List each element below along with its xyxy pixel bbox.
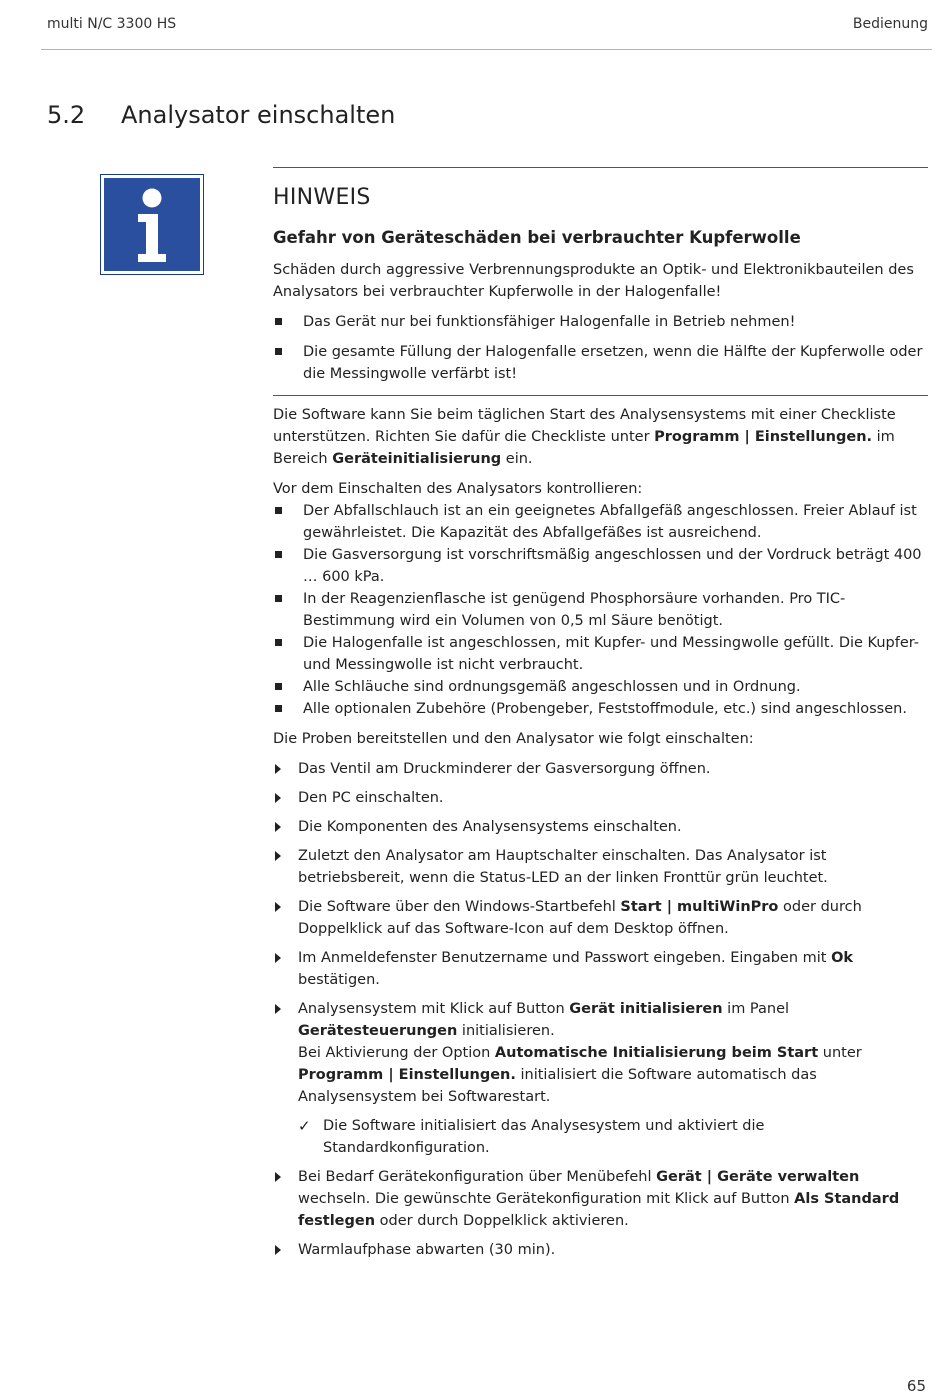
- list-item: Die Komponenten des Analysensystems einschalten.: [273, 816, 926, 838]
- notice-subtitle: Gefahr von Geräteschäden bei verbrauchter Kupferwolle: [273, 228, 801, 247]
- page-number: 65: [906, 1377, 926, 1395]
- list-item: Bei Bedarf Gerätekonfiguration über Menübefehl Gerät | Geräte verwalten wechseln. Die gewünschte Gerätekonfiguration mit Klick auf Button Als Standard festlegen oder durch Doppelklick aktivieren.: [273, 1166, 926, 1232]
- list-item: Den PC einschalten.: [273, 787, 926, 809]
- list-item: In der Reagenzienflasche ist genügend Phosphorsäure vorhanden. Pro TIC-Bestimmung wird ein Volumen von 0,5 ml Säure benötigt.: [273, 588, 926, 632]
- header-product: multi N/C 3300 HS: [47, 16, 177, 32]
- notice-title: HINWEIS: [273, 185, 371, 210]
- header-chapter: Bedienung: [852, 16, 928, 32]
- list-item: Alle optionalen Zubehöre (Probengeber, Feststoffmodule, etc.) sind angeschlossen.: [273, 698, 926, 720]
- steps-list: [273, 758, 926, 1261]
- step-arrow-icon: [275, 851, 281, 861]
- step-arrow-icon: [275, 793, 281, 803]
- bullet-square-icon: [275, 318, 282, 325]
- notice-body: [273, 259, 926, 385]
- notice-bottom-rule: [273, 395, 928, 396]
- bullet-square-icon: [275, 683, 282, 690]
- checks-lead: Vor dem Einschalten des Analysators kontrollieren:: [273, 481, 643, 497]
- bullet-square-icon: [275, 507, 282, 514]
- list-item: Zuletzt den Analysator am Hauptschalter einschalten. Das Analysator ist betriebsbereit, wenn die Status-LED an der linken Fronttür grün leuchtet.: [273, 845, 926, 889]
- checks-list: [273, 500, 926, 720]
- section-title: Analysator einschalten: [121, 101, 396, 129]
- bullet-square-icon: [275, 348, 282, 355]
- bullet-square-icon: [275, 705, 282, 712]
- bullet-square-icon: [275, 595, 282, 602]
- step-arrow-icon: [275, 764, 281, 774]
- list-item: Der Abfallschlauch ist an ein geeignetes Abfallgefäß angeschlossen. Freier Ablauf ist gewährleistet. Die Kapazität des Abfallgefäßes ist ausreichend.: [273, 500, 926, 544]
- list-item: Warmlaufphase abwarten (30 min).: [273, 1239, 926, 1261]
- bullet-square-icon: [275, 551, 282, 558]
- list-item: Das Ventil am Druckminderer der Gasversorgung öffnen.: [273, 758, 926, 780]
- list-item: Die Gasversorgung ist vorschriftsmäßig angeschlossen und der Vordruck beträgt 400 … 600 kPa.: [273, 544, 926, 588]
- notice-bullet-list: [273, 311, 926, 385]
- notice-top-rule: [273, 167, 928, 168]
- step-arrow-icon: [275, 953, 281, 963]
- step-arrow-icon: [275, 1172, 281, 1182]
- info-icon: [100, 174, 204, 275]
- step-arrow-icon: [275, 902, 281, 912]
- list-item: Die Software über den Windows-Startbefehl Start | multiWinPro oder durch Doppelklick auf das Software-Icon auf dem Desktop öffnen.: [273, 896, 926, 940]
- steps-lead: Die Proben bereitstellen und den Analysator wie folgt einschalten:: [273, 731, 754, 747]
- list-item: Die Halogenfalle ist angeschlossen, mit Kupfer- und Messingwolle gefüllt. Die Kupfer- und Messingwolle ist nicht verbraucht.: [273, 632, 926, 676]
- list-item: Im Anmeldefenster Benutzername und Passwort eingeben. Eingaben mit Ok bestätigen.: [273, 947, 926, 991]
- list-item: Das Gerät nur bei funktionsfähiger Halogenfalle in Betrieb nehmen!: [273, 311, 926, 333]
- main-text: [273, 404, 926, 1268]
- bullet-square-icon: [275, 639, 282, 646]
- checkmark-icon: ✓: [298, 1117, 311, 1135]
- notice-text: Schäden durch aggressive Verbrennungsprodukte an Optik- und Elektronikbauteilen des Analysators bei verbrauchter Kupferwolle in der Halogenfalle!: [273, 262, 914, 300]
- intro-paragraph: Die Software kann Sie beim täglichen Start des Analysensystems mit einer Checkliste unterstützen. Richten Sie dafür die Checkliste unter Programm | Einstellungen. im Bereich Geräteinitialisierung ein.: [273, 407, 896, 467]
- step-result: ✓ Die Software initialisiert das Analysesystem und aktiviert die Standardkonfiguration.: [298, 1117, 765, 1156]
- header-divider: [41, 49, 932, 50]
- list-item: Alle Schläuche sind ordnungsgemäß angeschlossen und in Ordnung.: [273, 676, 926, 698]
- step-arrow-icon: [275, 1245, 281, 1255]
- step-arrow-icon: [275, 1004, 281, 1014]
- list-item: Die gesamte Füllung der Halogenfalle ersetzen, wenn die Hälfte der Kupferwolle oder die Messingwolle verfärbt ist!: [273, 341, 926, 385]
- step-arrow-icon: [275, 822, 281, 832]
- list-item: Analysensystem mit Klick auf Button Gerät initialisieren im Panel Gerätesteuerungen initialisieren. Bei Aktivierung der Option Automatische Initialisierung beim Start unter Programm | Einstellungen. initialisiert die Software automatisch das Analysensystem bei Softwarestart. ✓ Die Software initialisiert das Analysesystem und aktiviert die Standardkonfiguration.: [273, 998, 926, 1159]
- section-number: 5.2: [47, 101, 86, 129]
